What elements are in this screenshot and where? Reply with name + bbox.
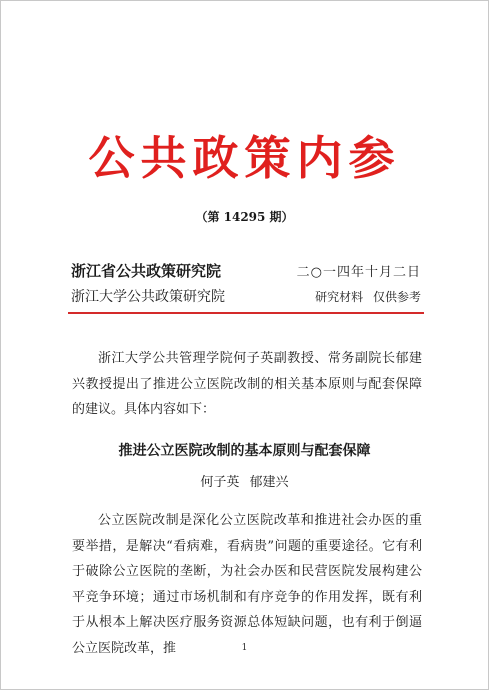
intro-paragraph: 浙江大学公共管理学院何子英副教授、常务副院长郁建兴教授提出了推进公立医院改制的相关基本原则与配套保障的建议。具体内容如下： [72,351,422,417]
article-authors: 何子英 郁建兴 [200,475,289,490]
header-row-primary [71,261,421,283]
organization-primary: 浙江省公共政策研究院 [71,262,222,280]
masthead-title: 公共政策内参 [88,131,401,185]
organization-secondary: 浙江大学公共政策研究院 [71,289,225,305]
article-body-paragraph: 公立医院改制是深化公立医院改革和推进社会办医的重要举措，是解决“看病难，看病贵”问题的重要途径。它有利于破除公立医院的垄断，为社会办医和民营医院发展构建公平竞争环境；通过市场机制和有序竞争的作用发挥，既有利于从根本上解决医疗服务资源总体短缺问题，也有利于倒逼公立医院改革，推 [72,513,422,656]
header-row-secondary [71,287,421,307]
publication-date: 二○一四年十月二日 [296,265,421,280]
issue-number: （第 14295 期） [195,210,294,224]
article-title: 推进公立医院改制的基本原则与配套保障 [118,443,371,459]
page-number: 1 [241,643,248,653]
document-note: 研究材料 仅供参考 [315,290,421,304]
header-divider [68,312,424,314]
